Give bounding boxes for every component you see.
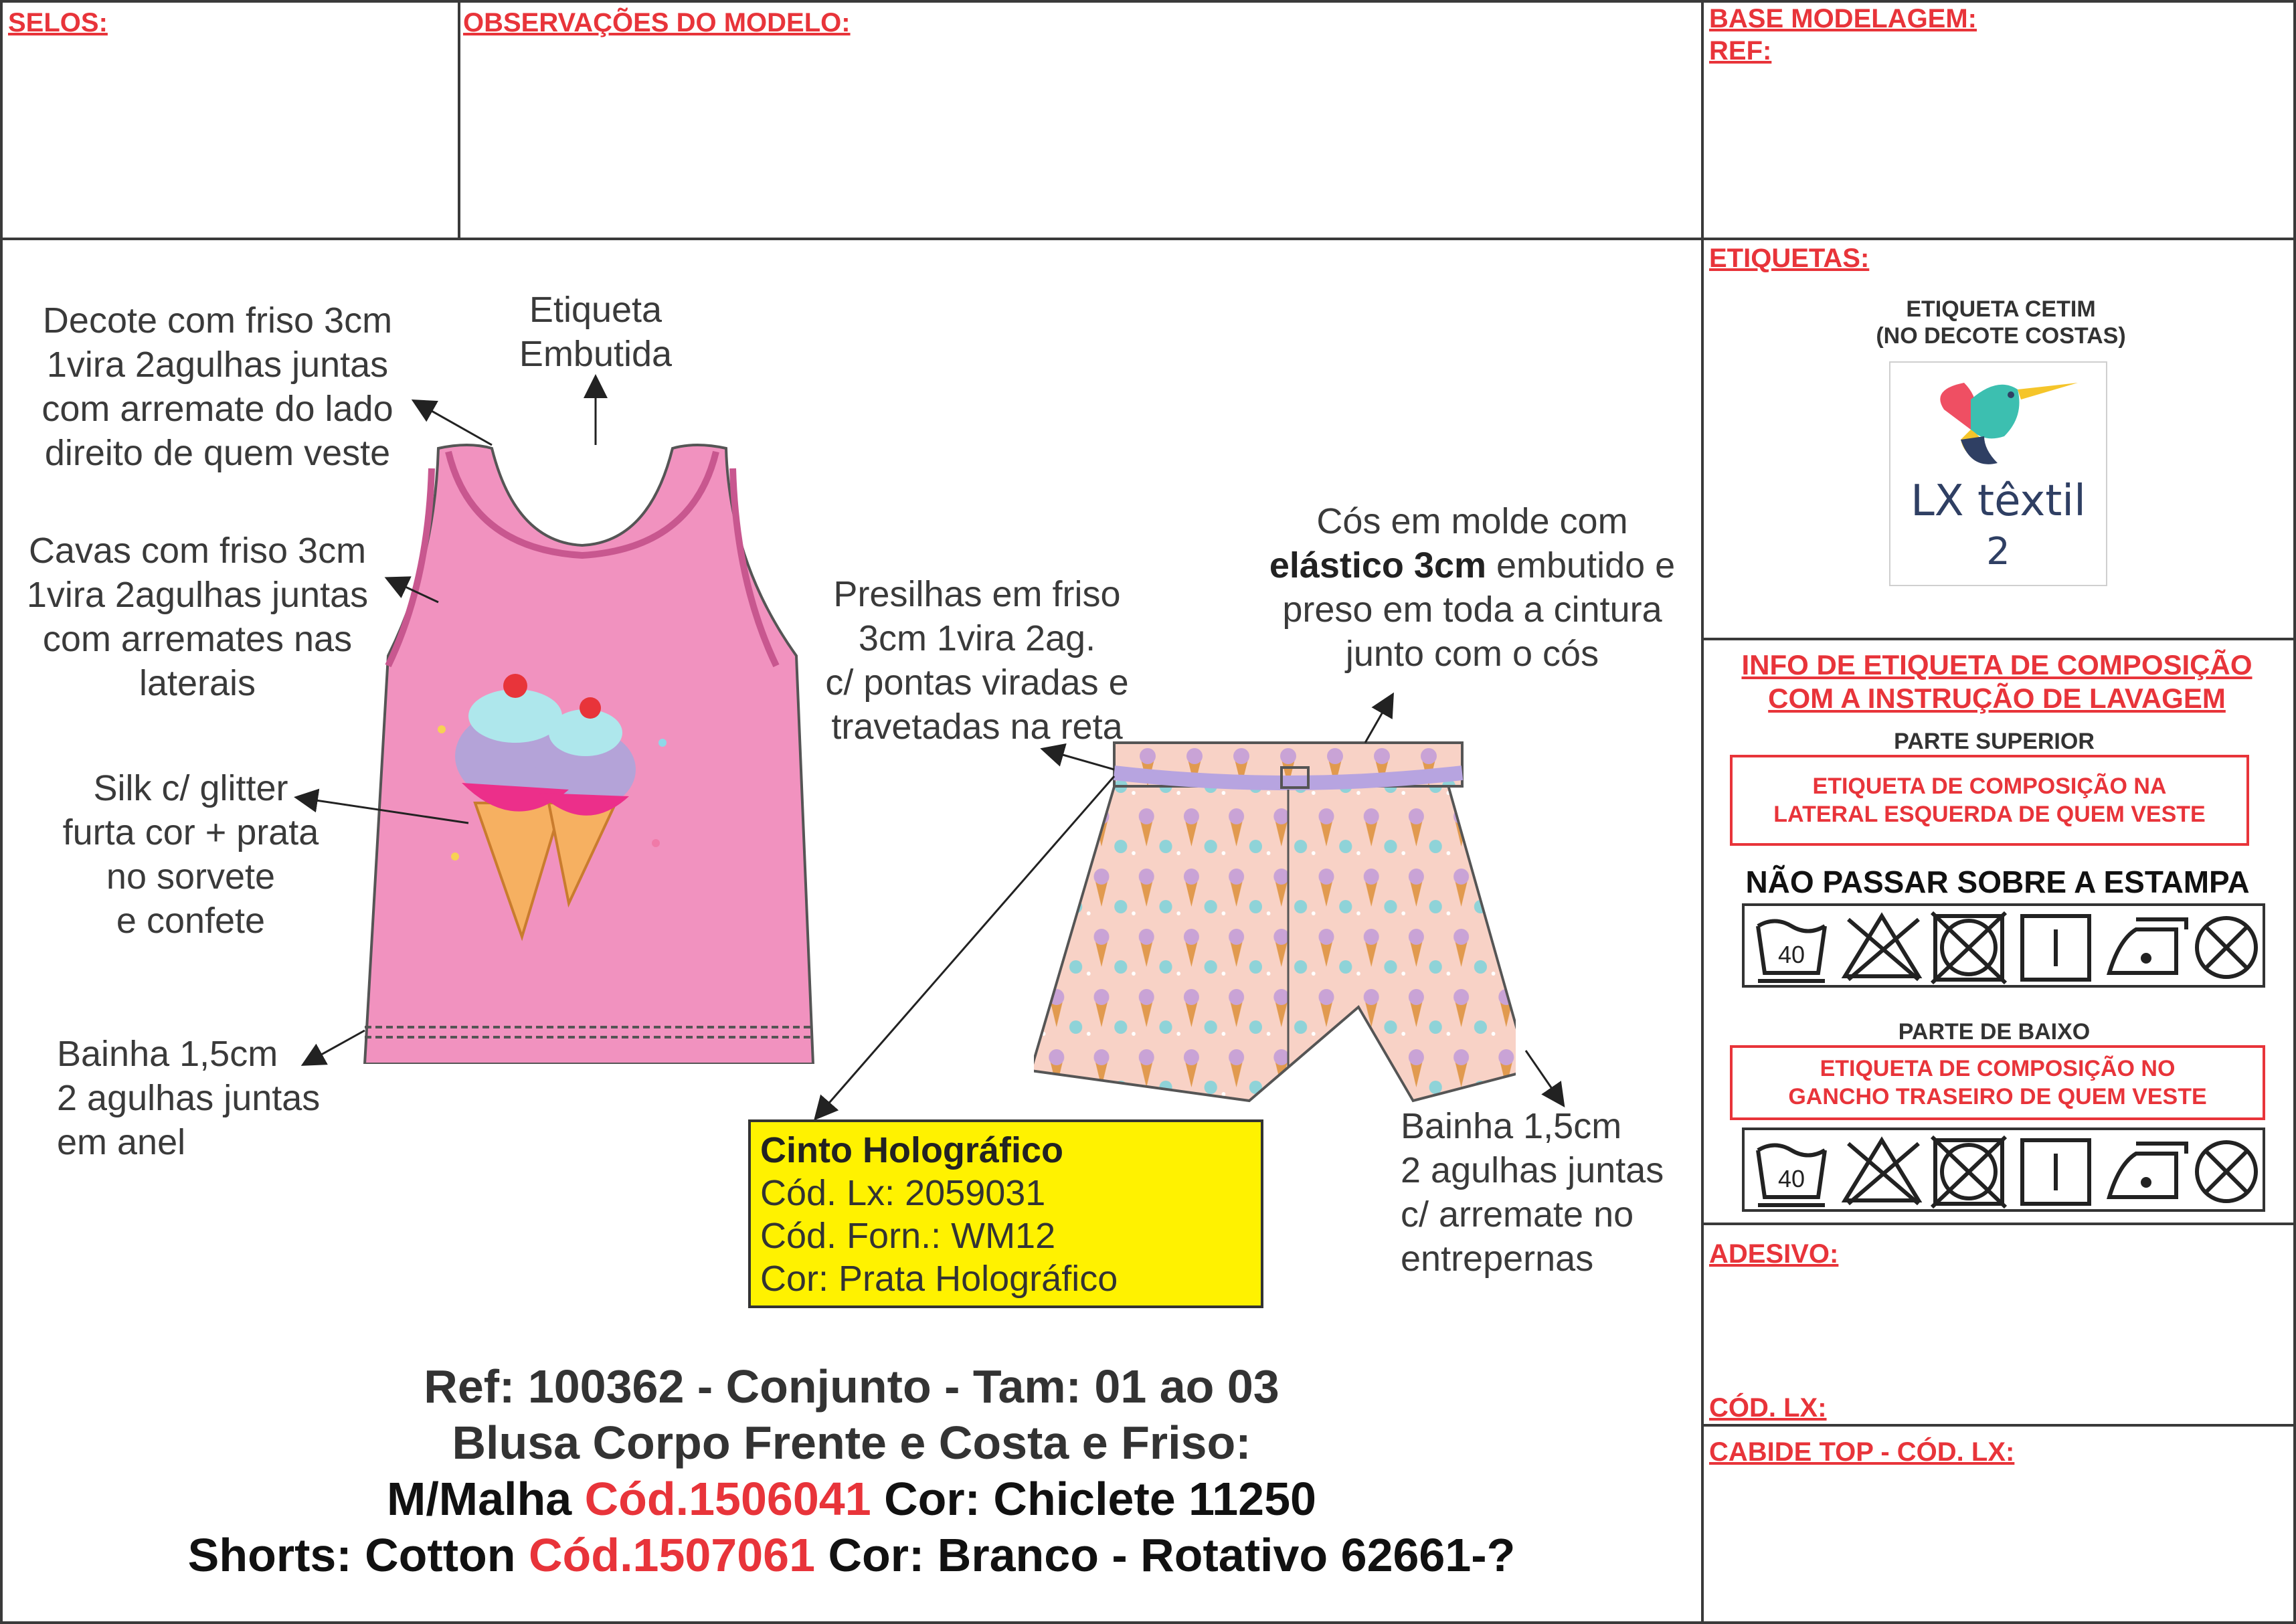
footer-line4 — [0, 1527, 1703, 1583]
wash-40-icon — [1758, 1146, 1825, 1206]
comp-sup-line1: ETIQUETA DE COMPOSIÇÃO NA — [1812, 774, 2167, 799]
selos-label: SELOS: — [8, 8, 108, 37]
footer-line3 — [0, 1471, 1703, 1527]
care-symbols-superior — [1742, 903, 2265, 988]
cinto-title: Cinto Holográfico — [760, 1130, 1063, 1170]
base-modelagem-label: BASE MODELAGEM: — [1709, 4, 1977, 33]
footer-line3-b: Cor: Chiclete 11250 — [871, 1473, 1316, 1525]
cinto-cod-lx: Cód. Lx: 2059031 — [760, 1173, 1046, 1213]
bainha-blusa-note: Bainha 1,5cm 2 agulhas juntas em anel — [57, 1034, 321, 1162]
svg-text:40: 40 — [1777, 1165, 1805, 1192]
cos-line3: preso em toda a cintura — [1282, 590, 1662, 630]
footer-line3-a: M/Malha — [387, 1473, 585, 1525]
cabide-label: CABIDE TOP - CÓD. LX: — [1709, 1437, 2015, 1467]
cavas-note: Cavas com friso 3cm 1vira 2agulhas juntas com arremates nas laterais — [26, 531, 369, 703]
logo-text: LX têxtil — [1911, 476, 2086, 526]
cos-line2 — [1245, 543, 1700, 588]
decote-note: Decote com friso 3cm 1vira 2agulhas juntas com arremate do lado direito de quem veste — [41, 300, 393, 473]
lx-textil-logo — [1889, 361, 2107, 586]
silk-note: Silk c/ glitter furta cor + prata no sorvete e confete — [62, 768, 319, 941]
etiqueta-cetim-line1: ETIQUETA CETIM — [1906, 296, 2096, 322]
adesivo-label: ADESIVO: — [1709, 1239, 1839, 1269]
iron-low-icon — [2109, 919, 2186, 973]
comp-baixo-line1: ETIQUETA DE COMPOSIÇÃO NO — [1820, 1056, 2176, 1081]
comp-sup-line2: LATERAL ESQUERDA DE QUEM VESTE — [1773, 802, 2206, 827]
cos-line4: junto com o cós — [1345, 634, 1599, 674]
cinto-box — [748, 1119, 1263, 1308]
footer-line4-b: Cor: Branco - Rotativo 62661-? — [815, 1529, 1516, 1581]
etiqueta-embutida-note: Etiqueta Embutida — [519, 290, 673, 374]
parte-superior-label: PARTE SUPERIOR — [1894, 729, 2095, 754]
care-icons-row — [1745, 906, 2268, 990]
cos-rest1: embutido e — [1486, 545, 1676, 585]
wash-40-icon — [1758, 921, 1825, 982]
ref-label: REF: — [1709, 36, 1772, 66]
composicao-superior-box — [1730, 755, 2249, 846]
info-line1: INFO DE ETIQUETA DE COMPOSIÇÃO — [1741, 649, 2253, 681]
composicao-baixo-box — [1730, 1045, 2265, 1120]
footer-line3-code: Cód.1506041 — [584, 1473, 871, 1525]
etiquetas-label: ETIQUETAS: — [1709, 244, 1870, 273]
observacoes-label: OBSERVAÇÕES DO MODELO: — [463, 8, 851, 37]
footer-line2: Blusa Corpo Frente e Costa e Friso: — [452, 1417, 1251, 1469]
care-icons-row-2 — [1745, 1130, 2268, 1214]
line-dry-icon — [2022, 1140, 2089, 1204]
footer-line4-a: Shorts: Cotton — [187, 1529, 529, 1581]
svg-text:40: 40 — [1777, 941, 1805, 968]
logo-number: 2 — [1986, 530, 2010, 573]
comp-baixo-line2: GANCHO TRASEIRO DE QUEM VESTE — [1788, 1084, 2207, 1109]
footer-line1: Ref: 100362 - Conjunto - Tam: 01 ao 03 — [424, 1360, 1279, 1413]
bainha-shorts-note: Bainha 1,5cm 2 agulhas juntas c/ arremate no entrepernas — [1401, 1106, 1664, 1279]
no-tumble-dry-icon — [1932, 913, 2006, 983]
etiqueta-cetim-line2: (NO DECOTE COSTAS) — [1876, 323, 2126, 349]
cod-lx-label: CÓD. LX: — [1709, 1393, 1827, 1423]
parte-baixo-label: PARTE DE BAIXO — [1898, 1019, 2091, 1045]
no-tumble-dry-icon — [1932, 1137, 2006, 1207]
care-symbols-baixo — [1742, 1127, 2265, 1212]
cinto-cor: Cor: Prata Holográfico — [760, 1259, 1118, 1299]
cinto-cod-forn: Cód. Forn.: WM12 — [760, 1216, 1056, 1256]
footer-line4-code: Cód.1507061 — [529, 1529, 816, 1581]
info-line2: COM A INSTRUÇÃO DE LAVAGEM — [1768, 683, 2226, 714]
no-bleach-icon — [1845, 916, 1919, 980]
shorts-illustration — [1034, 739, 1516, 1114]
cos-bold: elástico 3cm — [1269, 545, 1486, 585]
nao-passar-label: NÃO PASSAR SOBRE A ESTAMPA — [1745, 865, 2250, 899]
tank-top-illustration — [348, 428, 816, 1064]
presilhas-note: Presilhas em friso 3cm 1vira 2ag. c/ pontas viradas e travetadas na reta — [825, 574, 1129, 747]
base-modelagem-cell — [1701, 0, 2296, 240]
no-bleach-icon — [1845, 1140, 1919, 1204]
line-dry-icon — [2022, 916, 2089, 980]
cos-note — [1245, 499, 1700, 676]
no-dry-clean-icon — [2197, 1142, 2256, 1201]
iron-low-icon — [2109, 1144, 2186, 1197]
cos-line1: Cós em molde com — [1316, 501, 1628, 541]
no-dry-clean-icon — [2197, 918, 2256, 977]
